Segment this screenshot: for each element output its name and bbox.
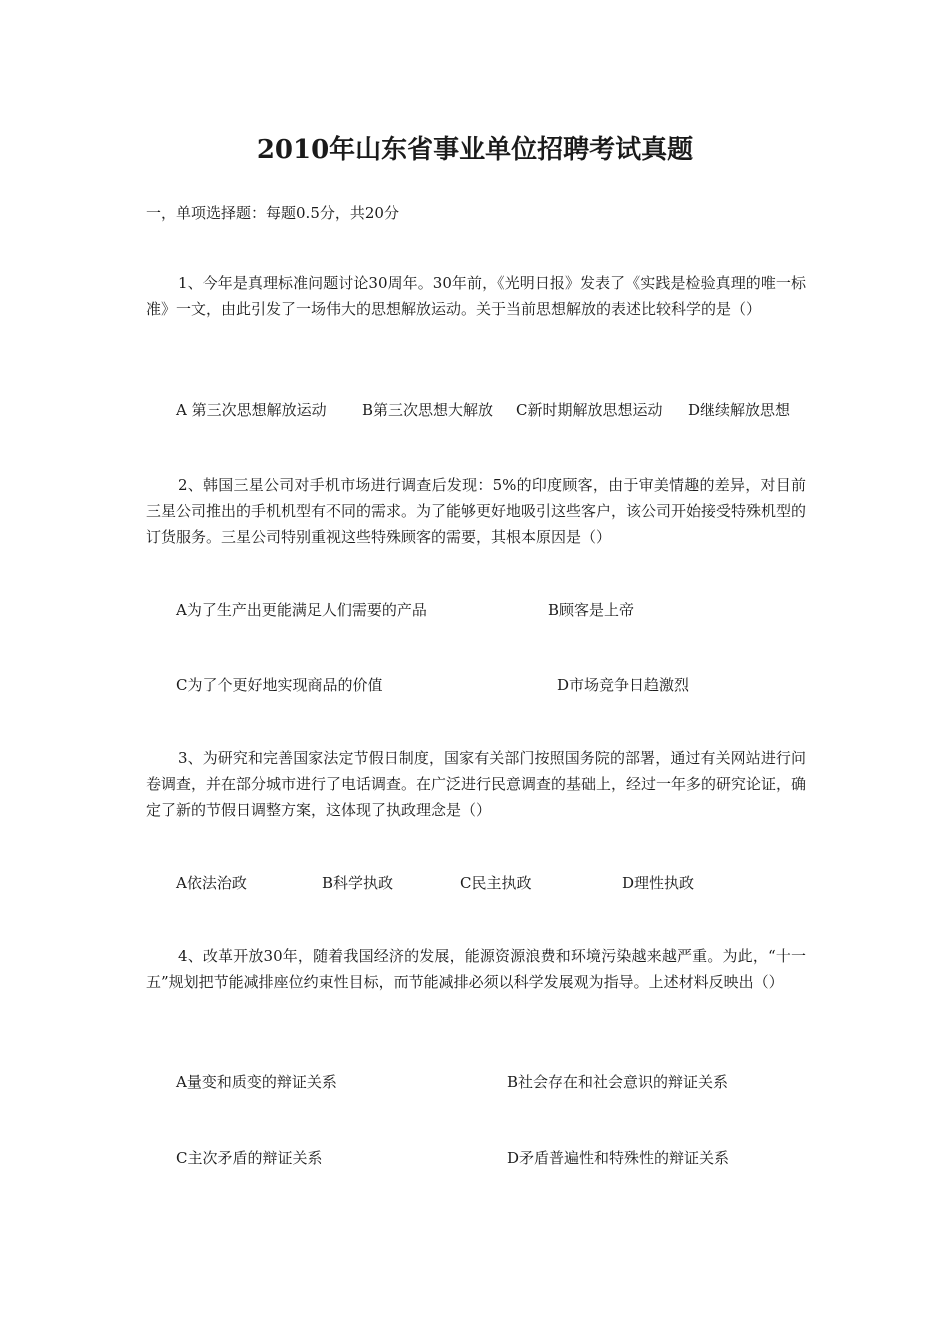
question-4-option-c: C主次矛盾的辩证关系	[176, 1149, 323, 1167]
section-heading: 一，单项选择题：每题0.5分，共20分	[146, 204, 399, 222]
question-1-option-d: D继续解放思想	[688, 401, 791, 419]
question-4-stem: 4、改革开放30年，随着我国经济的发展，能源资源浪费和环境污染越来越严重。为此，“十一五”规划把节能减排座位约束性目标，而节能减排必须以科学发展观为指导。上述材料反映出（）	[146, 947, 806, 991]
question-4-option-d: D矛盾普遍性和特殊性的辩证关系	[507, 1149, 730, 1167]
question-3-option-c: C民主执政	[460, 874, 532, 892]
question-2-stem: 2、韩国三星公司对手机市场进行调查后发现：5%的印度顾客，由于审美情趣的差异，对目前三星公司推出的手机机型有不同的需求。为了能够更好地吸引这些客户，该公司开始接受特殊机型的订货服务。三星公司特别重视这些特殊顾客的需要，其根本原因是（）	[146, 476, 807, 546]
question-4-option-a: A量变和质变的辩证关系	[176, 1073, 337, 1091]
question-3-option-d: D理性执政	[622, 874, 695, 892]
question-3-option-a: A依法治政	[176, 874, 247, 892]
question-3-option-b: B科学执政	[322, 874, 394, 892]
question-1-stem: 1、今年是真理标准问题讨论30周年。30年前，《光明日报》发表了《实践是检验真理的唯一标准》一文，由此引发了一场伟大的思想解放运动。关于当前思想解放的表述比较科学的是（）	[146, 274, 806, 318]
question-1-option-b: B第三次思想大解放	[362, 401, 494, 419]
question-3-stem: 3、为研究和完善国家法定节假日制度，国家有关部门按照国务院的部署，通过有关网站进行问卷调查，并在部分城市进行了电话调查。在广泛进行民意调查的基础上，经过一年多的研究论证，确定了新的节假日调整方案，这体现了执政理念是（）	[146, 749, 807, 819]
page-title: 2010年山东省事业单位招聘考试真题	[256, 135, 694, 165]
question-2-option-a: A为了生产出更能满足人们需要的产品	[176, 601, 427, 619]
question-2-option-c: C为了个更好地实现商品的价值	[176, 676, 383, 694]
question-1-option-a: A 第三次思想解放运动	[176, 401, 327, 419]
question-4-option-b: B社会存在和社会意识的辩证关系	[507, 1073, 729, 1091]
question-2-option-b: B顾客是上帝	[548, 601, 635, 619]
question-2-option-d: D市场竞争日趋激烈	[557, 676, 690, 694]
question-1-option-c: C新时期解放思想运动	[516, 401, 663, 419]
